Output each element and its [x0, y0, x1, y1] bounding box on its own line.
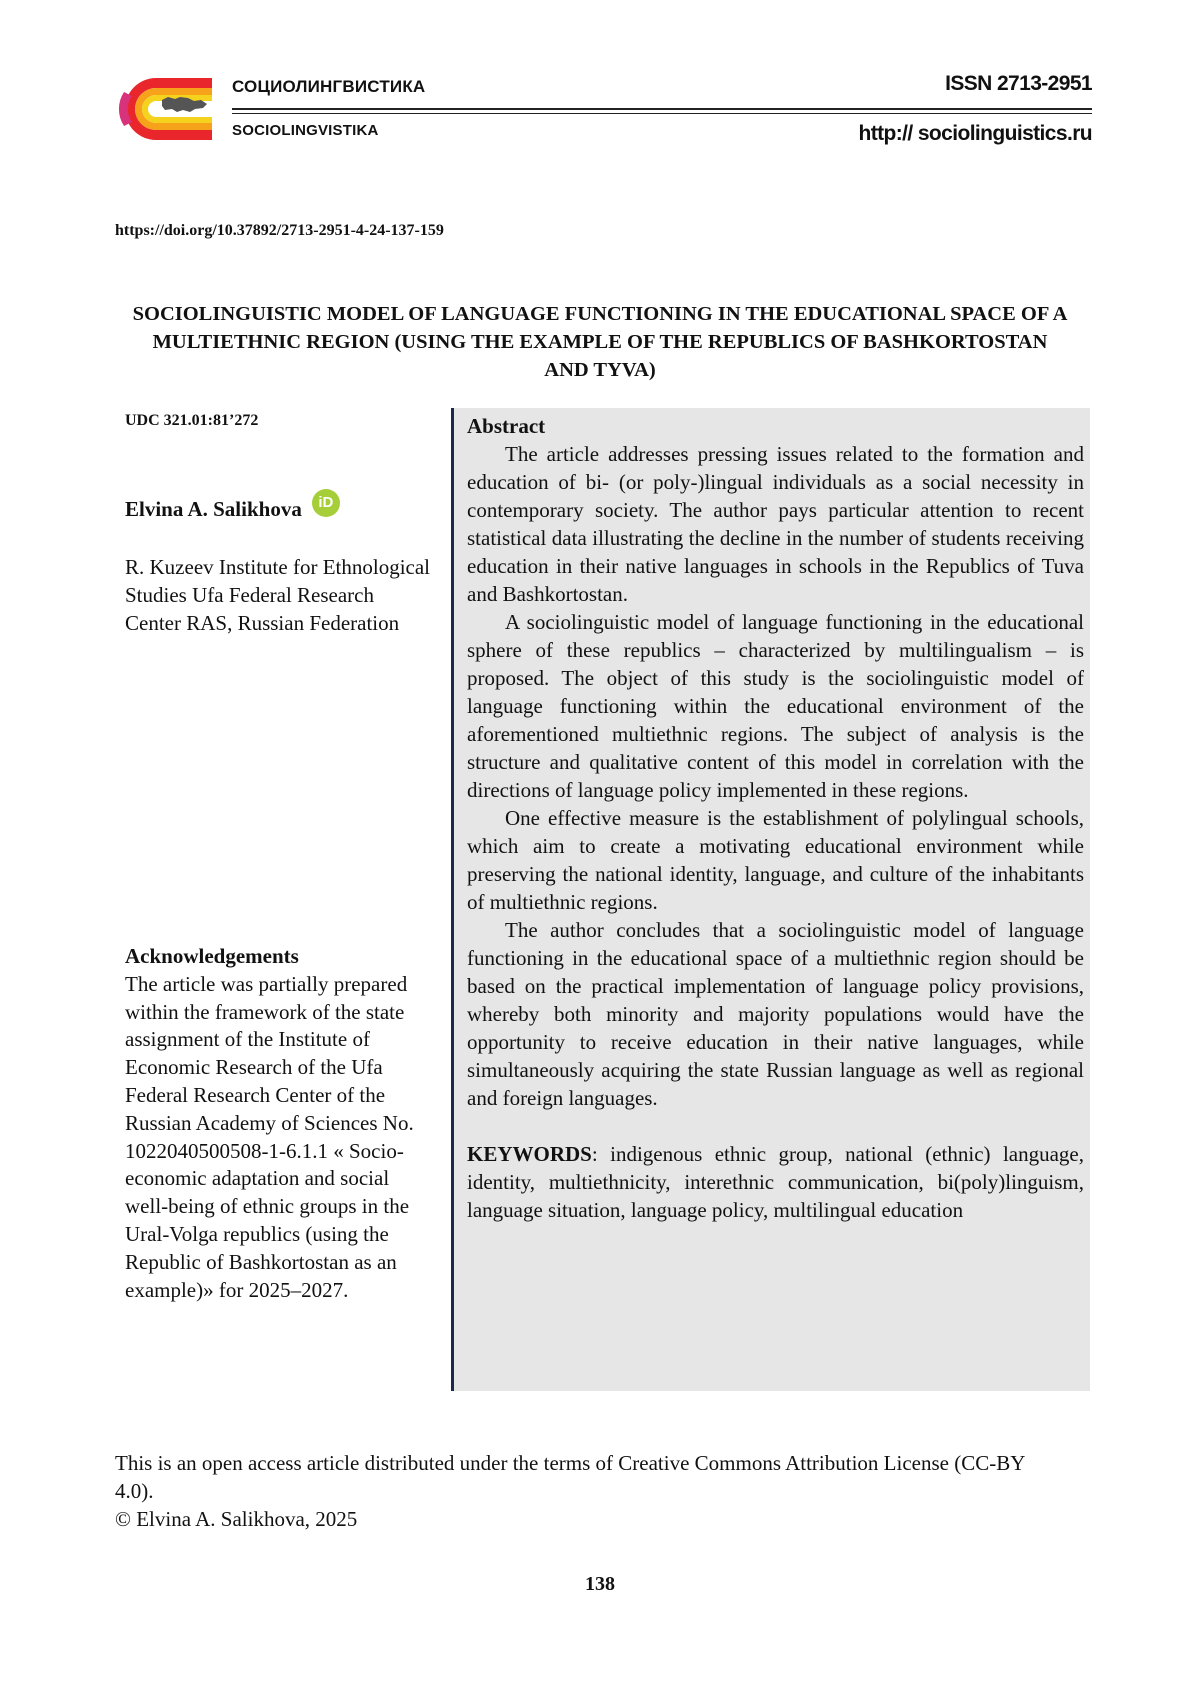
acknowledgements-text: The article was partially prepared within the framework of the state assignment of the Institute of Economic Research of the Ufa Federal Research Center of the Russian Academy of Sciences No. 1022040500508-1-6.1.1 « Socio-economic adaptation and social well-being of ethnic groups in the Ural-Volga republics (using the Republic of Bashkortostan as an example)» for 2025–2027.: [125, 971, 414, 1302]
license-text: This is an open access article distributed under the terms of Creative Commons Attribution License (CC-BY 4.0).: [115, 1451, 1025, 1503]
acknowledgements: [125, 943, 430, 1304]
acknowledgements-heading: Acknowledgements: [125, 944, 299, 968]
page-number: 138: [585, 1573, 615, 1595]
issn-label: ISSN 2713-2951: [945, 72, 1092, 95]
orcid-icon[interactable]: iD: [312, 489, 340, 517]
journal-name-russian: СОЦИОЛИНГВИСТИКА: [232, 77, 426, 96]
doi-link[interactable]: https://doi.org/10.37892/2713-2951-4-24-137-159: [115, 222, 444, 239]
keywords-label: KEYWORDS: [467, 1142, 592, 1166]
author-affiliation: R. Kuzeev Institute for Ethnological Studies Ufa Federal Research Center RAS, Russian Federation: [125, 555, 431, 635]
article-title: SOCIOLINGUISTIC MODEL OF LANGUAGE FUNCTIONING IN THE EDUCATIONAL SPACE OF A MULTIETHNIC REGION (USING THE EXAMPLE OF THE REPUBLICS OF BASHKORTOSTAN AND TYVA): [132, 303, 1068, 381]
header-rule-thick: [232, 108, 1092, 110]
journal-website-link[interactable]: http:// sociolinguistics.ru: [858, 122, 1092, 145]
journal-name-english: SOCIOLINGVISTIKA: [232, 122, 379, 139]
author-block: [125, 494, 340, 522]
journal-logo: [112, 74, 212, 144]
keywords-text: : indigenous ethnic group, national (ethnic) language, identity, multiethnicity, interethnic communication, bi(poly)linguism, language situation, language policy, multilingual education: [467, 1142, 1084, 1222]
copyright-text: © Elvina A. Salikhova, 2025: [115, 1507, 358, 1531]
abstract-paragraph: The author concludes that a sociolinguistic model of language functioning in the educational space of a multiethnic region should be based on the practical implementation of language policy provisions, whereby both minority and majority populations would have the opportunity to receive education in their native languages, while simultaneously acquiring the state Russian language as well as regional and foreign languages.: [467, 918, 1084, 1110]
header-rule-thin: [232, 113, 1092, 114]
abstract-paragraph: A sociolinguistic model of language functioning in the educational sphere of these republics – characterized by multilingualism – is proposed. The object of this study is the sociolinguistic model of language functioning within the educational environment of the aforementioned multiethnic regions. The subject of analysis is the structure and qualitative content of this model in correlation with the directions of language policy implemented in these regions.: [467, 610, 1084, 802]
license-notice: [115, 1449, 1035, 1533]
abstract-paragraph: The article addresses pressing issues related to the formation and education of bi- (or poly-)lingual individuals as a social necessity in contemporary society. The author pays particular attention to recent statistical data illustrating the decline in the number of students receiving education in their native languages in schools in the Republics of Tuva and Bashkortostan.: [467, 442, 1084, 606]
udc-code: UDC 321.01:81’272: [125, 412, 259, 429]
author-name: Elvina A. Salikhova: [125, 497, 302, 521]
keywords: [467, 1140, 1084, 1224]
abstract-paragraph: One effective measure is the establishment of polylingual schools, which aim to create a motivating educational environment while preserving the national identity, language, and culture of the inhabitants of multiethnic regions.: [467, 806, 1084, 914]
abstract-heading: Abstract: [467, 414, 546, 438]
abstract-box: [451, 408, 1090, 1391]
